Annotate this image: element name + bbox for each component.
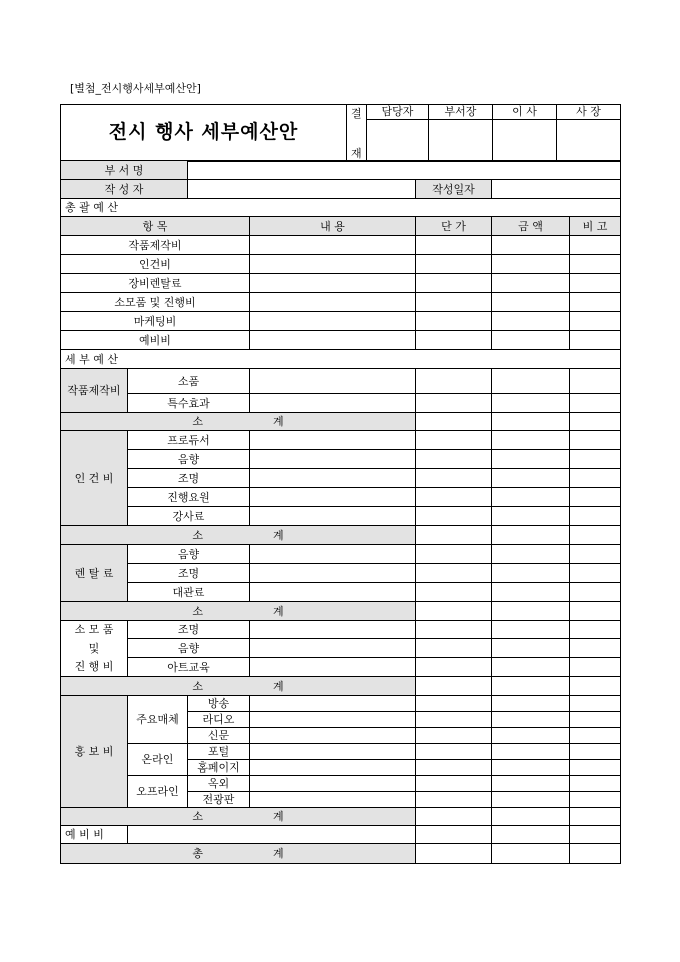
approval-role-president: 사 장: [557, 105, 621, 120]
cell[interactable]: [250, 488, 416, 507]
header-content: 내 용: [250, 217, 416, 236]
cell[interactable]: [416, 826, 492, 844]
cell[interactable]: [570, 844, 621, 864]
cell[interactable]: [492, 526, 570, 545]
subtotal-row: [61, 526, 621, 545]
cell[interactable]: [492, 564, 570, 583]
cell[interactable]: [416, 255, 492, 274]
header-item: 항 목: [61, 217, 250, 236]
cell[interactable]: [416, 274, 492, 293]
cell[interactable]: [570, 826, 621, 844]
cell[interactable]: [570, 658, 621, 677]
cell[interactable]: [570, 621, 621, 639]
summary-row: [61, 331, 621, 350]
header-unit-price: 단 가: [416, 217, 492, 236]
cell[interactable]: [416, 728, 492, 744]
group-label-supplies-line2: 및: [61, 639, 128, 658]
cell[interactable]: [492, 394, 570, 413]
total-row: [61, 844, 621, 864]
cell[interactable]: [250, 776, 416, 792]
cell[interactable]: [250, 658, 416, 677]
approval-role-manager: 부서장: [429, 105, 493, 120]
detail-item-label: 전광판: [188, 792, 250, 808]
cell[interactable]: [250, 274, 416, 293]
cell[interactable]: [570, 583, 621, 602]
detail-item-label: 강사료: [128, 507, 250, 526]
approval-jae: 재: [347, 119, 367, 161]
group-label-supplies-line3: 진 행 비: [61, 658, 128, 677]
detail-item-label: 음향: [128, 545, 250, 564]
cell[interactable]: [570, 696, 621, 712]
cell[interactable]: [492, 545, 570, 564]
cell[interactable]: [570, 293, 621, 312]
cell[interactable]: [492, 602, 570, 621]
cell[interactable]: [570, 776, 621, 792]
subtotal-row: [61, 808, 621, 826]
cell[interactable]: [570, 274, 621, 293]
subtotal-label: [61, 413, 416, 431]
summary-item-label: 소모품 및 진행비: [61, 293, 250, 312]
date-label: 작성일자: [416, 180, 492, 199]
cell[interactable]: [250, 369, 416, 394]
detail-item-label: 라디오: [188, 712, 250, 728]
summary-item-label: 마케팅비: [61, 312, 250, 331]
cell[interactable]: [416, 696, 492, 712]
author-field[interactable]: [188, 180, 416, 199]
group-label-labor: 인 건 비: [61, 431, 128, 526]
cell[interactable]: [250, 507, 416, 526]
cell[interactable]: [570, 394, 621, 413]
subtotal-label: [61, 526, 416, 545]
cell[interactable]: [250, 792, 416, 808]
cell[interactable]: [416, 450, 492, 469]
cell[interactable]: [416, 369, 492, 394]
cell[interactable]: [416, 236, 492, 255]
subtotal-label: [61, 677, 416, 696]
reserve-label: 예 비 비: [61, 826, 128, 844]
cell[interactable]: [416, 658, 492, 677]
summary-row: [61, 274, 621, 293]
subgroup-label-offline: 오프라인: [128, 776, 188, 808]
cell[interactable]: [492, 413, 570, 431]
cell[interactable]: [250, 744, 416, 760]
cell[interactable]: [416, 526, 492, 545]
cell[interactable]: [416, 602, 492, 621]
reserve-field[interactable]: [128, 826, 416, 844]
total-left: 총: [192, 847, 203, 860]
cell[interactable]: [570, 808, 621, 826]
cell[interactable]: [250, 545, 416, 564]
detail-item-label: 음향: [128, 639, 250, 658]
subtotal-right: 계: [273, 679, 284, 693]
subtotal-label: [61, 808, 416, 826]
detail-item-label: 옥외: [188, 776, 250, 792]
cell[interactable]: [416, 431, 492, 450]
cell[interactable]: [492, 312, 570, 331]
summary-section-label: 총 괄 예 산: [61, 199, 621, 217]
group-label-supplies-line1: 소 모 품: [61, 621, 128, 639]
cell[interactable]: [250, 696, 416, 712]
author-label: 작 성 자: [61, 180, 188, 199]
detail-item-label: 신문: [188, 728, 250, 744]
subtotal-right: 계: [273, 415, 284, 428]
cell[interactable]: [416, 413, 492, 431]
subtotal-left: 소: [192, 810, 203, 823]
cell[interactable]: [492, 639, 570, 658]
cell[interactable]: [570, 564, 621, 583]
cell[interactable]: [492, 369, 570, 394]
detail-item-label: 진행요원: [128, 488, 250, 507]
cell[interactable]: [416, 677, 492, 696]
cell[interactable]: [416, 545, 492, 564]
department-field[interactable]: [188, 161, 621, 180]
summary-row: [61, 255, 621, 274]
cell[interactable]: [250, 760, 416, 776]
cell[interactable]: [250, 293, 416, 312]
cell[interactable]: [250, 712, 416, 728]
cell[interactable]: [570, 431, 621, 450]
cell[interactable]: [492, 274, 570, 293]
date-field[interactable]: [492, 180, 621, 199]
cell[interactable]: [416, 488, 492, 507]
cell[interactable]: [492, 469, 570, 488]
cell[interactable]: [250, 236, 416, 255]
cell[interactable]: [492, 712, 570, 728]
cell[interactable]: [492, 431, 570, 450]
cell[interactable]: [570, 369, 621, 394]
detail-item-label: 조명: [128, 621, 250, 639]
cell[interactable]: [250, 312, 416, 331]
cell[interactable]: [570, 236, 621, 255]
signature-box-director[interactable]: [493, 119, 557, 161]
cell[interactable]: [250, 394, 416, 413]
detail-item-label: 프로듀서: [128, 431, 250, 450]
cell[interactable]: [416, 293, 492, 312]
cell[interactable]: [416, 583, 492, 602]
detail-item-label: 조명: [128, 469, 250, 488]
group-label-rental: 렌 탈 료: [61, 545, 128, 602]
header-note: 비 고: [570, 217, 621, 236]
cell[interactable]: [250, 431, 416, 450]
cell[interactable]: [570, 792, 621, 808]
cell[interactable]: [570, 728, 621, 744]
header-amount: 금 액: [492, 217, 570, 236]
cell[interactable]: [570, 488, 621, 507]
detail-item-label: 포털: [188, 744, 250, 760]
cell[interactable]: [570, 526, 621, 545]
group-label-promotion: 홍 보 비: [61, 696, 128, 808]
cell[interactable]: [492, 696, 570, 712]
subgroup-label-online: 온라인: [128, 744, 188, 776]
cell[interactable]: [492, 776, 570, 792]
cell[interactable]: [492, 792, 570, 808]
cell[interactable]: [492, 844, 570, 864]
subgroup-label-major-media: 주요매체: [128, 696, 188, 744]
subtotal-right: 계: [273, 528, 284, 542]
subtotal-row: [61, 602, 621, 621]
cell[interactable]: [416, 776, 492, 792]
cell[interactable]: [416, 712, 492, 728]
cell[interactable]: [570, 331, 621, 350]
cell[interactable]: [250, 639, 416, 658]
detail-item-label: 조명: [128, 564, 250, 583]
approval-role-director: 이 사: [493, 105, 557, 120]
cell[interactable]: [250, 564, 416, 583]
summary-item-label: 작품제작비: [61, 236, 250, 255]
department-label: 부 서 명: [61, 161, 188, 180]
cell[interactable]: [250, 728, 416, 744]
subtotal-row: [61, 413, 621, 431]
cell[interactable]: [492, 293, 570, 312]
attachment-caption: [별첨_전시행사세부예산안]: [70, 82, 201, 95]
cell[interactable]: [570, 744, 621, 760]
signature-box-manager[interactable]: [429, 119, 493, 161]
cell[interactable]: [492, 236, 570, 255]
subtotal-right: 계: [273, 810, 284, 823]
detail-item-label: 특수효과: [128, 394, 250, 413]
cell[interactable]: [416, 808, 492, 826]
summary-row: [61, 312, 621, 331]
cell[interactable]: [416, 394, 492, 413]
cell[interactable]: [570, 450, 621, 469]
detail-item-label: 방송: [188, 696, 250, 712]
detail-item-label: 음향: [128, 450, 250, 469]
cell[interactable]: [492, 450, 570, 469]
summary-row: [61, 236, 621, 255]
detail-item-label: 홈페이지: [188, 760, 250, 776]
cell[interactable]: [416, 639, 492, 658]
cell[interactable]: [492, 621, 570, 639]
subtotal-left: 소: [192, 528, 203, 542]
total-label: [61, 844, 416, 864]
summary-item-label: 예비비: [61, 331, 250, 350]
cell[interactable]: [570, 760, 621, 776]
cell[interactable]: [492, 826, 570, 844]
cell[interactable]: [570, 712, 621, 728]
cell[interactable]: [570, 413, 621, 431]
cell[interactable]: [570, 639, 621, 658]
budget-table: [60, 160, 621, 864]
document-title: 전시 행사 세부예산안: [61, 105, 347, 162]
subtotal-left: 소: [192, 415, 203, 428]
cell[interactable]: [250, 255, 416, 274]
cell[interactable]: [416, 564, 492, 583]
cell[interactable]: [492, 744, 570, 760]
approval-header: [60, 104, 621, 162]
detail-item-label: 소품: [128, 369, 250, 394]
subtotal-left: 소: [192, 604, 203, 618]
subtotal-label: [61, 602, 416, 621]
detail-item-label: 아트교육: [128, 658, 250, 677]
total-right: 계: [273, 847, 284, 860]
cell[interactable]: [570, 255, 621, 274]
cell[interactable]: [570, 469, 621, 488]
cell[interactable]: [492, 331, 570, 350]
subtotal-left: 소: [192, 679, 203, 693]
cell[interactable]: [492, 760, 570, 776]
cell[interactable]: [416, 331, 492, 350]
cell[interactable]: [570, 507, 621, 526]
detail-item-label: 대관료: [128, 583, 250, 602]
approval-gyeol: 결: [347, 105, 367, 120]
cell[interactable]: [492, 728, 570, 744]
cell[interactable]: [250, 331, 416, 350]
cell[interactable]: [492, 658, 570, 677]
cell[interactable]: [570, 602, 621, 621]
cell[interactable]: [250, 469, 416, 488]
cell[interactable]: [250, 583, 416, 602]
cell[interactable]: [492, 507, 570, 526]
approval-role-staff: 담당자: [367, 105, 429, 120]
summary-item-label: 장비렌탈료: [61, 274, 250, 293]
detail-section-label: 세 부 예 산: [61, 350, 621, 369]
subtotal-right: 계: [273, 604, 284, 618]
summary-item-label: 인건비: [61, 255, 250, 274]
cell[interactable]: [492, 808, 570, 826]
cell[interactable]: [492, 255, 570, 274]
signature-box-president[interactable]: [557, 119, 621, 161]
cell[interactable]: [416, 621, 492, 639]
cell[interactable]: [416, 792, 492, 808]
cell[interactable]: [570, 312, 621, 331]
cell[interactable]: [416, 469, 492, 488]
subtotal-row: [61, 677, 621, 696]
cell[interactable]: [250, 450, 416, 469]
summary-row: [61, 293, 621, 312]
cell[interactable]: [250, 621, 416, 639]
cell[interactable]: [492, 488, 570, 507]
cell[interactable]: [416, 312, 492, 331]
cell[interactable]: [492, 583, 570, 602]
cell[interactable]: [416, 844, 492, 864]
cell[interactable]: [570, 677, 621, 696]
cell[interactable]: [416, 507, 492, 526]
cell[interactable]: [570, 545, 621, 564]
cell[interactable]: [416, 744, 492, 760]
cell[interactable]: [492, 677, 570, 696]
cell[interactable]: [416, 760, 492, 776]
signature-box-staff[interactable]: [367, 119, 429, 161]
group-label-production: 작품제작비: [61, 369, 128, 413]
